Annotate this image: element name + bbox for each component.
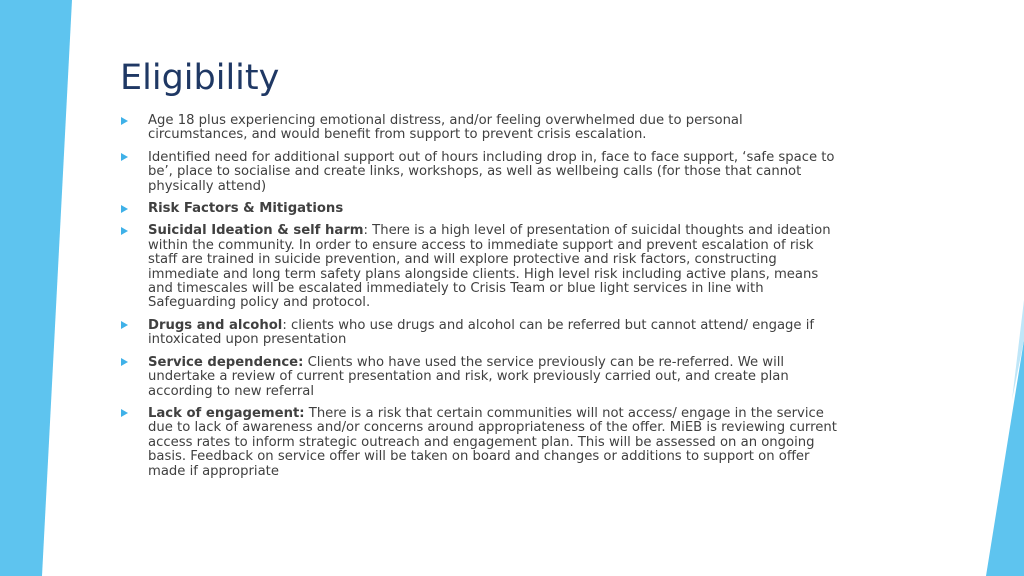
left-accent-band: [0, 0, 72, 576]
bullet-item: [118, 151, 838, 194]
bullet-text: Identified need for additional support out of hours including drop in, face to face support, ‘safe space to be’, place to socialise and create links, workshops, as well as wellbeing calls (for those that cannot physically attend): [148, 149, 835, 194]
bullet-text: : clients who use drugs and alcohol can be referred but cannot attend/ engage if intoxicated upon presentation: [148, 317, 815, 348]
bullet-arrow-icon: [121, 358, 128, 366]
bullet-text: There is a risk that certain communities will not access/ engage in the service due to lack of awareness and/or concerns around appropriateness of the offer. MiEB is reviewing current access rates to inform strategic outreach and engagement plan. This will be assessed on an ongoing basis. Feedback on service offer will be taken on board and changes or additions to support on offer made if appropriate: [148, 405, 837, 479]
bullet-arrow-icon: [121, 321, 128, 329]
right-accent-band: [986, 340, 1024, 576]
bullet-arrow-icon: [121, 153, 128, 161]
bullet-item: [118, 114, 838, 143]
bullet-text: Clients who have used the service previously can be re-referred. We will undertake a review of current presentation and risk, work previously carried out, and create plan according to new referral: [148, 354, 789, 399]
slide-title: Eligibility: [120, 58, 280, 98]
bullet-lead: Suicidal Ideation & self harm: [148, 223, 364, 239]
bullet-arrow-icon: [121, 227, 128, 235]
bullet-arrow-icon: [121, 409, 128, 417]
bullet-lead: Drugs and alcohol: [148, 317, 283, 333]
bullet-list: [118, 114, 838, 487]
bullet-item: [118, 356, 838, 399]
bullet-arrow-icon: [121, 205, 128, 213]
bullet-lead: Service dependence:: [148, 354, 304, 370]
bullet-item: [118, 407, 838, 479]
bullet-heading: Risk Factors & Mitigations: [148, 201, 344, 217]
bullet-arrow-icon: [121, 117, 128, 125]
bullet-item: [118, 224, 838, 310]
bullet-lead: Lack of engagement:: [148, 405, 305, 421]
bullet-item: [118, 319, 838, 348]
bullet-text: : There is a high level of presentation of suicidal thoughts and ideation within the community. In order to ensure access to immediate support and prevent escalation of risk staff are trained in suicide prevention, and will explore protective and risk factors, constructing immediate and long term safety plans alongside clients. High level risk including active plans, means and timescales will be escalated immediately to Crisis Team or blue light services in line with Safeguarding policy and protocol.: [148, 223, 831, 311]
bullet-item: [118, 202, 838, 216]
bullet-text: Age 18 plus experiencing emotional distress, and/or feeling overwhelmed due to personal circumstances, and would benefit from support to prevent crisis escalation.: [148, 113, 743, 143]
